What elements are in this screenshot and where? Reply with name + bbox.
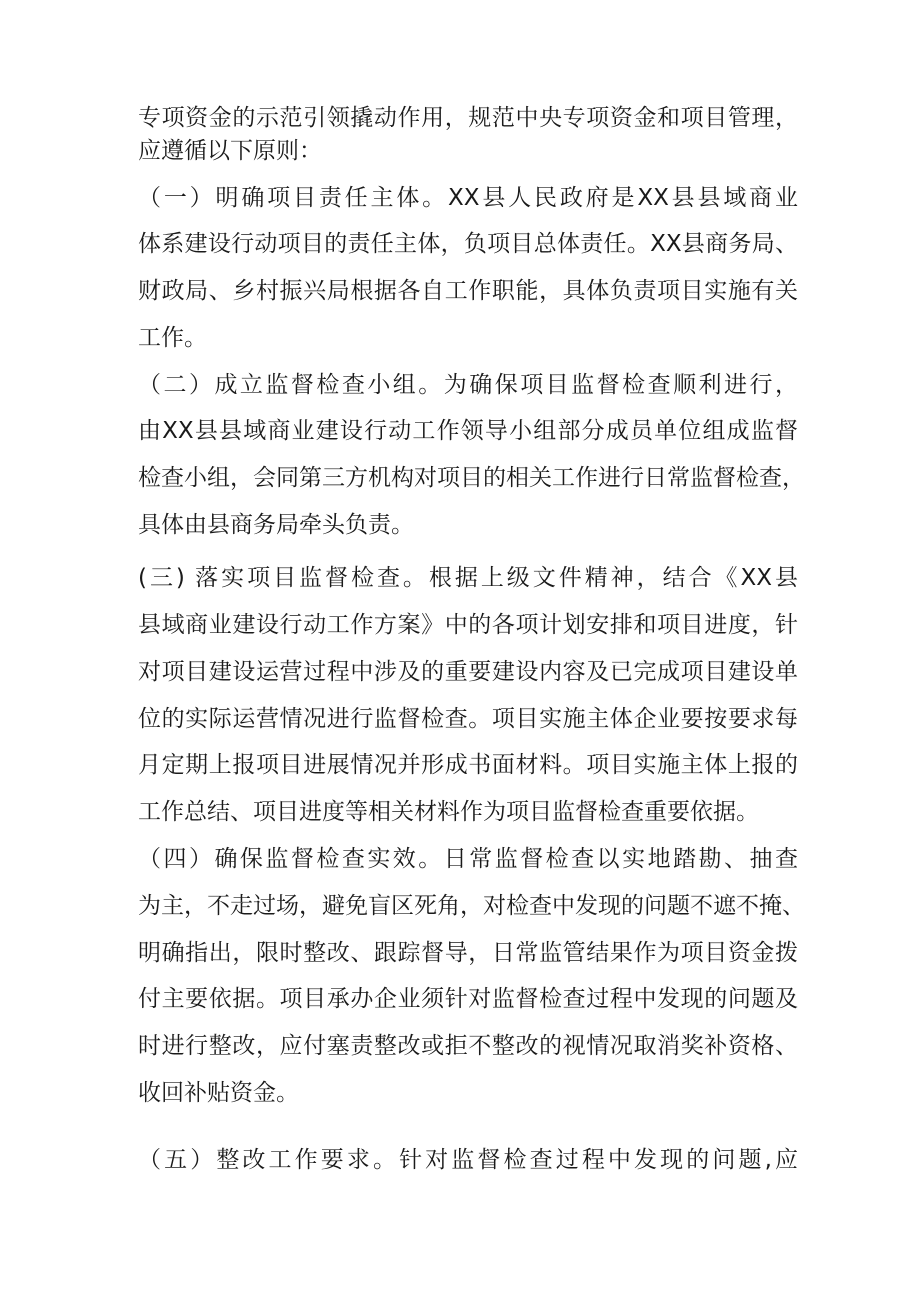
section-4-line-1: （四）确保监督检查实效。日常监督检查以实地踏勘、抽查	[138, 846, 798, 872]
section-1-line-2: 体系建设行动项目的责任主体，负项目总体责任。XX县商务局、	[138, 231, 798, 257]
section-3-line-5: 月定期上报项目进展情况并形成书面材料。项目实施主体上报的	[138, 752, 798, 778]
section-5-line-1: （五）整改工作要求。针对监督检查过程中发现的问题,应	[138, 1147, 798, 1173]
section-4-line-3: 明确指出，限时整改、跟踪督导，日常监管结果作为项目资金拨	[138, 940, 798, 966]
intro-line-2: 应遵循以下原则：	[138, 138, 322, 164]
section-1-line-4: 工作。	[138, 325, 207, 351]
section-1-line-3: 财政局、乡村振兴局根据各自工作职能，具体负责项目实施有关	[138, 278, 798, 304]
section-4-line-5: 时进行整改，应付塞责整改或拒不整改的视情况取消奖补资格、	[138, 1033, 798, 1059]
section-2-line-1: （二）成立监督检查小组。为确保项目监督检查顺利进行，	[138, 372, 798, 398]
section-4-line-6: 收回补贴资金。	[138, 1080, 299, 1106]
section-2-line-3: 检查小组，会同第三方机构对项目的相关工作进行日常监督检查，	[138, 465, 805, 491]
section-1-line-1: （一）明确项目责任主体。XX县人民政府是XX县县域商业	[138, 185, 798, 211]
section-4-line-4: 付主要依据。项目承办企业须针对监督检查过程中发现的问题及	[138, 986, 798, 1012]
section-4-line-2: 为主，不走过场，避免盲区死角，对检查中发现的问题不遮不掩、	[138, 893, 805, 919]
section-2-line-2: 由XX县县域商业建设行动工作领导小组部分成员单位组成监督	[138, 418, 798, 444]
section-3-line-2: 县域商业建设行动工作方案》中的各项计划安排和项目进度，针	[138, 612, 798, 638]
section-3-line-6: 工作总结、项目进度等相关材料作为项目监督检查重要依据。	[138, 799, 759, 825]
section-3-line-4: 位的实际运营情况进行监督检查。项目实施主体企业要按要求每	[138, 706, 798, 732]
section-3-line-1: (三) 落实项目监督检查。根据上级文件精神，结合《XX县	[138, 565, 798, 591]
intro-line-1: 专项资金的示范引领撬动作用，规范中央专项资金和项目管理，	[138, 105, 798, 131]
section-3-line-3: 对项目建设运营过程中涉及的重要建设内容及已完成项目建设单	[138, 659, 798, 685]
section-2-line-4: 具体由县商务局牵头负责。	[138, 512, 414, 538]
